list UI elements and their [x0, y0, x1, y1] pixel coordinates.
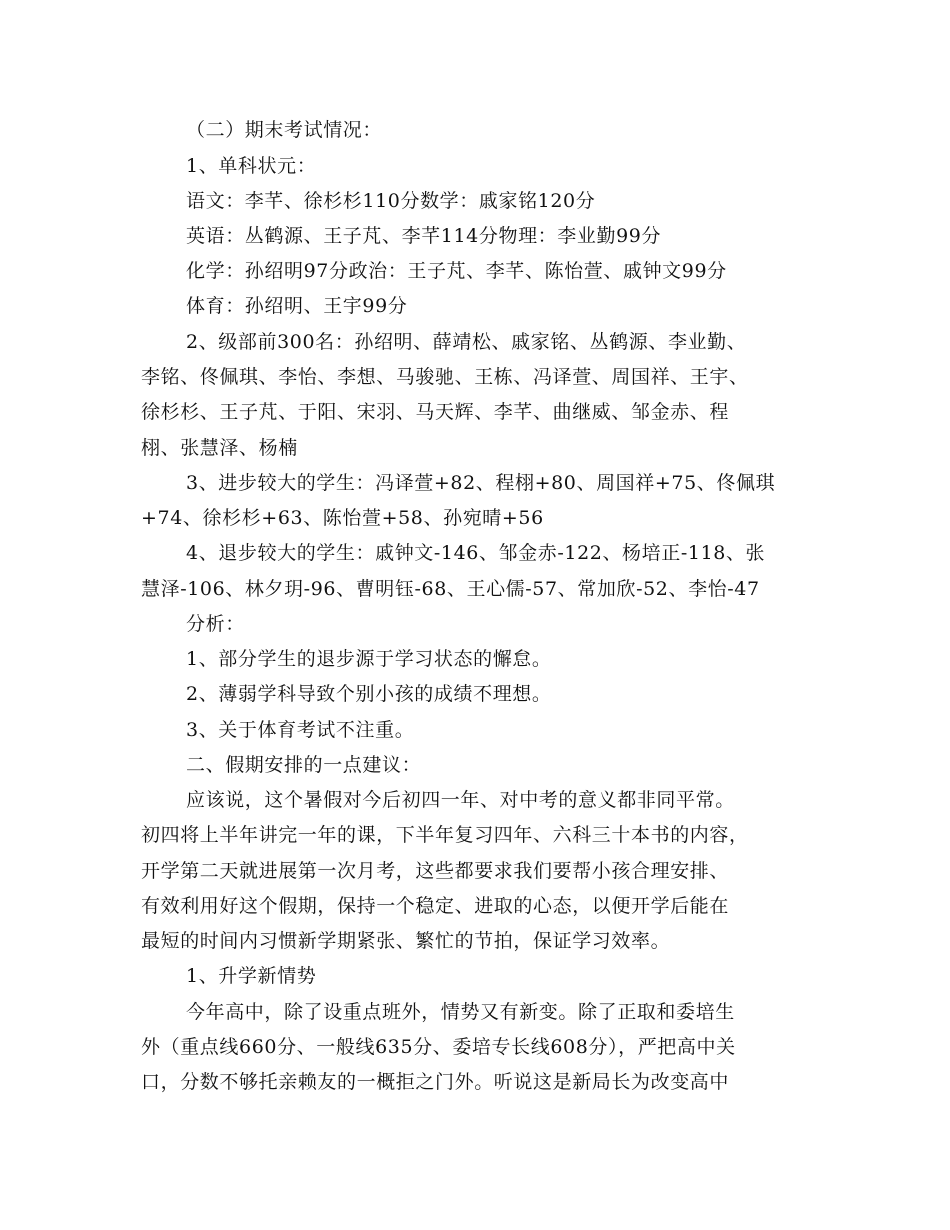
subheading-analysis: 分析： [186, 613, 245, 635]
paragraph-line: 3、关于体育考试不注重。 [186, 719, 415, 741]
paragraph-line: 今年高中，除了设重点班外，情势又有新变。除了正取和委培生 [186, 1001, 735, 1023]
paragraph-line: 2、级部前300名：孙绍明、薛靖松、戚家铭、丛鹤源、李业勤、 [186, 331, 747, 353]
subheading-top-scorers: 1、单科状元： [186, 155, 317, 177]
paragraph-line: 体育：孙绍明、王宇99分 [186, 295, 408, 317]
section-heading-exam: （二）期末考试情况： [186, 119, 383, 141]
paragraph-line: 徐杉杉、王子芃、于阳、宋羽、马天辉、李芊、曲继威、邹金赤、程 [141, 401, 730, 423]
paragraph-line: 应该说，这个暑假对今后初四一年、对中考的意义都非同平常。 [186, 789, 735, 811]
paragraph-line: 3、进步较大的学生：冯译萱+82、程栩+80、周国祥+75、佟佩琪 [186, 472, 776, 494]
paragraph-line: 2、薄弱学科导致个别小孩的成绩不理想。 [186, 683, 552, 705]
subheading-new-situation: 1、升学新情势 [186, 965, 317, 987]
paragraph-line: 外（重点线660分、一般线635分、委培专长线608分），严把高中关 [141, 1036, 736, 1058]
paragraph-line: 化学：孙绍明97分政治：王子芃、李芊、陈怡萱、戚钟文99分 [186, 260, 727, 282]
paragraph-line: 4、退步较大的学生：戚钟文-146、邹金赤-122、杨培正-118、张 [186, 542, 766, 564]
paragraph-line: 英语：丛鹤源、王子芃、李芊114分物理：李业勤99分 [186, 225, 662, 247]
paragraph-line: 初四将上半年讲完一年的课，下半年复习四年、六科三十本书的内容， [141, 824, 749, 846]
section-heading-holiday: 二、假期安排的一点建议： [186, 754, 422, 776]
paragraph-line: 慧泽-106、林夕玥-96、曹明钰-68、王心儒-57、常加欣-52、李怡-47 [141, 578, 760, 600]
paragraph-line: 口，分数不够托亲赖友的一概拒之门外。听说这是新局长为改变高中 [141, 1071, 730, 1093]
paragraph-line: 有效利用好这个假期，保持一个稳定、进取的心态，以便开学后能在 [141, 895, 730, 917]
paragraph-line: 栩、张慧泽、杨楠 [141, 437, 298, 459]
paragraph-line: 最短的时间内习惯新学期紧张、繁忙的节拍，保证学习效率。 [141, 930, 671, 952]
paragraph-line: 语文：李芊、徐杉杉110分数学：戚家铭120分 [186, 190, 596, 212]
paragraph-line: 李铭、佟佩琪、李怡、李想、马骏驰、王栋、冯译萱、周国祥、王宇、 [141, 366, 749, 388]
paragraph-line: 开学第二天就进展第一次月考，这些都要求我们要帮小孩合理安排、 [141, 860, 730, 882]
paragraph-line: 1、部分学生的退步源于学习状态的懈怠。 [186, 648, 552, 670]
paragraph-line: +74、徐杉杉+63、陈怡萱+58、孙宛晴+56 [141, 507, 544, 529]
